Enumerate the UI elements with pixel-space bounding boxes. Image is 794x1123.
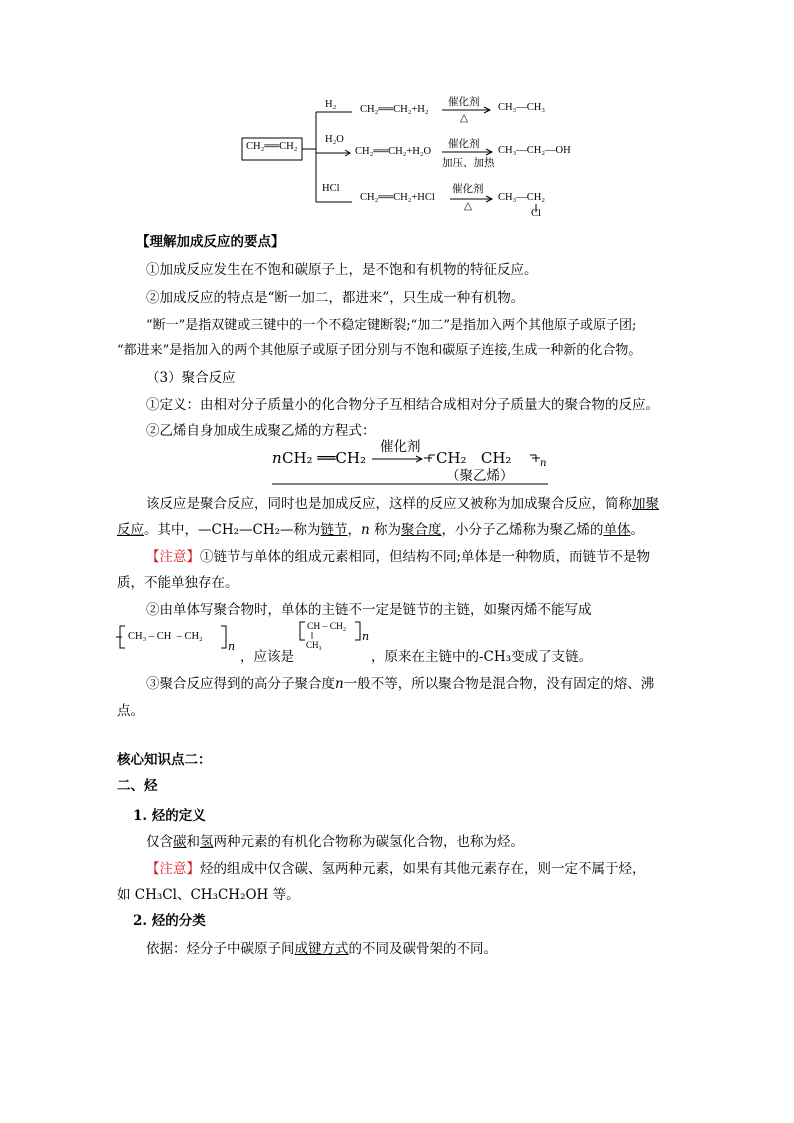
def-text-a: 仅含	[146, 834, 173, 850]
def-text-c: 两种元素的有机化合物称为碳氢化合物，也称为烃。	[213, 834, 524, 850]
equation-reactant: CH₂ ══CH₂	[282, 449, 366, 467]
right-formula-top: CH – CH₂	[307, 622, 347, 632]
hydrocarbon-note-line2: 如 CH₃Cl、CH₃CH₂OH 等。	[117, 887, 300, 903]
condition-bottom-h2o: 加压、加热	[442, 158, 495, 169]
right-formula-n: n	[362, 630, 370, 643]
equation-n: n	[272, 449, 282, 467]
term-monomer: 单体	[603, 522, 631, 538]
para1-n: n	[361, 522, 370, 538]
hydrocarbon-definition	[146, 832, 524, 852]
product-hcl-substituent: Cl	[531, 208, 541, 219]
note-1-line1	[146, 547, 650, 567]
note-2-end: ，原来在主链中的-CH₃变成了支链。	[371, 649, 593, 665]
condition-top-hcl: 催化剂	[452, 184, 484, 195]
product-h2: CH₃—CH₃	[498, 102, 545, 113]
reagent-hcl: HCl	[322, 183, 340, 194]
para1-text-c: ，	[347, 522, 362, 538]
term-chain-link: 链节	[320, 522, 348, 538]
equation-product: CH₂ CH₂	[436, 449, 512, 467]
product-hcl: CH₃—CH₂	[498, 192, 545, 203]
term-reaction: 反应	[117, 522, 144, 538]
term-bonding-mode: 成键方式	[294, 941, 349, 957]
para1-text-d: 称为	[369, 522, 402, 538]
polymerization-heading: （3）聚合反应	[146, 370, 236, 386]
right-formula-bottom: CH₃	[306, 640, 322, 650]
note-3-line2: 点。	[117, 703, 144, 719]
equation-product-name: （聚乙烯）	[446, 468, 514, 484]
wrong-formula-n: n	[228, 640, 236, 653]
condition-bottom-hcl: △	[464, 201, 473, 212]
term-carbon: 碳	[173, 834, 187, 850]
condition-top-h2o: 催化剂	[448, 139, 480, 150]
wrong-polypropylene-formula: CH₃ – CH – CH₂	[128, 631, 203, 642]
term-hydrogen: 氢	[200, 834, 214, 850]
polymerization-para-line1	[146, 494, 659, 514]
basis-text-b: 的不同及碳骨架的不同。	[348, 941, 497, 957]
note-3-line1	[146, 674, 654, 694]
polyethylene-equation-intro: ②乙烯自身加成生成聚乙烯的方程式：	[146, 423, 376, 439]
hydrocarbon-title: 二、烃	[117, 778, 158, 794]
note-label: 【注意】	[146, 549, 200, 565]
equation-h2: CH₂══CH₂+H₂	[360, 104, 429, 115]
polymerization-definition: ①定义：由相对分子质量小的化合物分子互相结合成相对分子质量大的聚合物的反应。	[146, 397, 659, 413]
para1-text-a: 该反应是聚合反应，同时也是加成反应，这样的反应又被称为加成聚合反应，简称	[146, 496, 632, 512]
condition-top-h2: 催化剂	[448, 97, 480, 108]
addition-point-2: ②加成反应的特点是“断一加二，都进来”，只生成一种有机物。	[146, 290, 525, 306]
addition-point-3-line2: “都进来”是指加入的两个其他原子或原子团分别与不饱和碳原子连接,生成一种新的化合物。	[117, 343, 642, 358]
hydrocarbon-classification-basis	[146, 939, 497, 959]
para1-text-b: 。其中，—CH₂—CH₂—称为	[144, 522, 321, 538]
note-3-n: n	[335, 676, 344, 692]
equation-catalyst: 催化剂	[380, 439, 421, 455]
hydrocarbon-note-text: 烃的组成中仅含碳、氢两种元素，如果有其他元素存在，则一定不属于烃，	[200, 861, 646, 877]
addition-point-1: ①加成反应发生在不饱和碳原子上，是不饱和有机物的特征反应。	[146, 262, 538, 278]
equation-h2o: CH₂══CH₂+H₂O	[355, 146, 432, 157]
para1-text-e: ，小分子乙烯称为聚乙烯的	[441, 522, 604, 538]
note-2-line1: ②由单体写聚合物时，单体的主链不一定是链节的主链，如聚丙烯不能写成	[146, 602, 592, 618]
equation-hcl: CH₂══CH₂+HCl	[360, 192, 435, 203]
basis-text-a: 依据：烃分子中碳原子间	[146, 941, 295, 957]
hydrocarbon-definition-heading: 1. 烃的定义	[133, 808, 206, 824]
term-addition-polymerization: 加聚	[632, 496, 659, 512]
reagent-h2o: H₂O	[325, 134, 344, 145]
ethylene-box-label: CH₂══CH₂	[246, 141, 298, 152]
note-1-line2: 质，不能单独存在。	[117, 575, 239, 591]
def-text-b: 和	[186, 834, 200, 850]
hydrocarbon-note-label: 【注意】	[146, 861, 200, 877]
product-h2o: CH₃—CH₂—OH	[498, 145, 571, 156]
note-3-text-b: 一般不等，所以聚合物是混合物，没有固定的熔、沸	[343, 676, 655, 692]
polymerization-para-line2	[117, 520, 644, 540]
condition-bottom-h2: △	[460, 113, 469, 124]
hydrocarbon-note-line1	[146, 859, 646, 879]
term-degree-of-polymerization: 聚合度	[401, 522, 442, 538]
equation-product-n: n	[540, 458, 547, 469]
core-point-two-heading: 核心知识点二：	[117, 752, 212, 768]
addition-points-heading: 【理解加成反应的要点】	[136, 234, 285, 250]
note-3-text-a: ③聚合反应得到的高分子聚合度	[146, 676, 335, 692]
hydrocarbon-classification-heading: 2. 烃的分类	[133, 913, 206, 929]
note-1-text: ①链节与单体的组成元素相同，但结构不同;单体是一种物质，而链节不是物	[200, 549, 651, 565]
note-2-mid: ，应该是	[240, 649, 294, 665]
addition-point-3-line1: “断一”是指双键或三键中的一个不稳定键断裂;“加二”是指加入两个其他原子或原子团;	[146, 318, 637, 333]
para1-text-f: 。	[630, 522, 645, 538]
reagent-h2: H₂	[325, 99, 337, 110]
